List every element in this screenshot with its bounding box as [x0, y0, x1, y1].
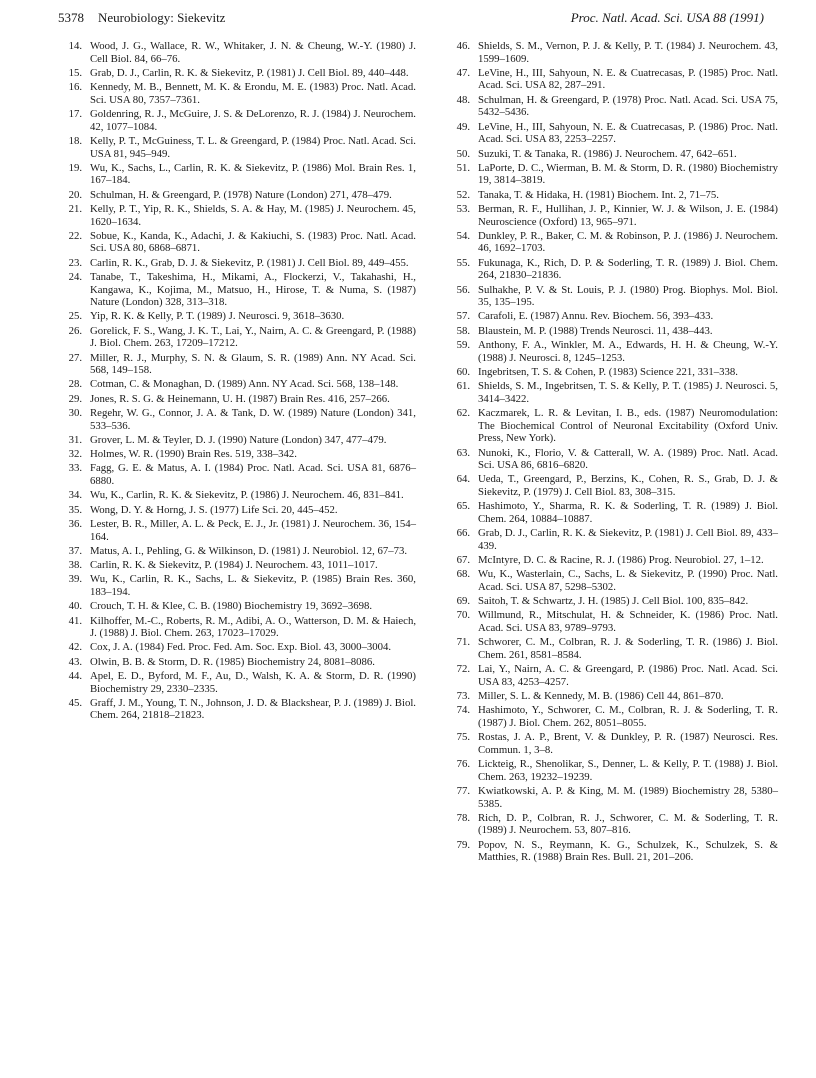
reference-number: 58.: [456, 324, 470, 337]
reference-item: [446, 230, 778, 255]
reference-number: 42.: [68, 641, 82, 654]
reference-number: 68.: [456, 568, 470, 581]
reference-number: 51.: [456, 161, 470, 174]
reference-number: 65.: [456, 500, 470, 513]
reference-item: [446, 121, 778, 146]
reference-item: [446, 527, 778, 552]
reference-text: Hashimoto, Y., Schworer, C. M., Colbran, R. J. & Soderling, T. R. (1987) J. Biol. Chem. 262, 8051–8055.: [478, 704, 778, 729]
reference-item: [58, 230, 416, 255]
reference-item: [446, 339, 778, 364]
reference-item: [446, 447, 778, 472]
reference-number: 32.: [68, 448, 82, 461]
reference-number: 54.: [456, 229, 470, 242]
reference-text: Wu, K., Sachs, L., Carlin, R. K. & Siekevitz, P. (1986) Mol. Brain Res. 1, 167–184.: [90, 161, 416, 187]
reference-number: 72.: [456, 663, 470, 676]
reference-item: [58, 641, 416, 654]
reference-item: [58, 697, 416, 722]
reference-item: [446, 94, 778, 119]
reference-text: Jones, R. S. G. & Heinemann, U. H. (1987) Brain Res. 416, 257–266.: [90, 392, 390, 405]
reference-item: [58, 325, 416, 350]
reference-number: 15.: [68, 66, 82, 79]
reference-number: 22.: [68, 229, 82, 242]
reference-number: 73.: [456, 690, 470, 703]
reference-text: Regehr, W. G., Connor, J. A. & Tank, D. W. (1989) Nature (London) 341, 533–536.: [90, 407, 416, 432]
reference-text: Berman, R. F., Hullihan, J. P., Kinnier, W. J. & Wilson, J. E. (1984) Neuroscience (Oxford) 13, 965–971.: [478, 202, 778, 228]
reference-item: [58, 135, 416, 160]
reference-text: Lickteig, R., Shenolikar, S., Denner, L. & Kelly, P. T. (1988) J. Biol. Chem. 263, 19232–19239.: [478, 758, 778, 783]
page-header: [58, 10, 764, 30]
reference-item: [446, 284, 778, 309]
reference-item: [58, 189, 416, 202]
reference-number: 49.: [456, 120, 470, 133]
reference-item: [446, 257, 778, 282]
reference-text: Suzuki, T. & Tanaka, R. (1986) J. Neurochem. 47, 642–651.: [478, 147, 737, 160]
reference-text: Popov, N. S., Reymann, K. G., Schulzek, K., Schulzek, S. & Matthies, R. (1988) Brain Res. Bull. 21, 201–206.: [478, 838, 778, 864]
reference-number: 31.: [68, 433, 82, 446]
reference-item: [58, 393, 416, 406]
page-number: 5378: [58, 10, 84, 25]
reference-text: LeVine, H., III, Sahyoun, N. E. & Cuatrecasas, P. (1986) Proc. Natl. Acad. Sci. USA 83, 2253–2257.: [478, 120, 778, 146]
reference-text: LaPorte, D. C., Wierman, B. M. & Storm, D. R. (1980) Biochemistry 19, 3814–3819.: [478, 161, 778, 187]
reference-item: [446, 663, 778, 688]
reference-text: Nunoki, K., Florio, V. & Catterall, W. A. (1989) Proc. Natl. Acad. Sci. USA 86, 6816–6820.: [478, 446, 778, 472]
reference-item: [446, 325, 778, 338]
reference-number: 66.: [456, 527, 470, 540]
reference-number: 20.: [68, 188, 82, 201]
reference-number: 41.: [68, 614, 82, 627]
reference-text: Hashimoto, Y., Sharma, R. K. & Soderling, T. R. (1989) J. Biol. Chem. 264, 10884–10887.: [478, 500, 778, 525]
reference-text: Carlin, R. K. & Siekevitz, P. (1984) J. Neurochem. 43, 1011–1017.: [90, 559, 378, 572]
reference-item: [446, 67, 778, 92]
reference-number: 36.: [68, 517, 82, 530]
reference-number: 29.: [68, 392, 82, 405]
reference-text: Olwin, B. B. & Storm, D. R. (1985) Biochemistry 24, 8081–8086.: [90, 655, 375, 668]
reference-item: [446, 568, 778, 593]
reference-item: [58, 108, 416, 133]
reference-text: Matus, A. I., Pehling, G. & Wilkinson, D. (1981) J. Neurobiol. 12, 67–73.: [90, 544, 408, 557]
reference-item: [58, 670, 416, 695]
reference-item: [58, 448, 416, 461]
reference-text: Tanabe, T., Takeshima, H., Mikami, A., Flockerzi, V., Takahashi, H., Kangawa, K., Kojima, M., Matsuo, H., Hirose, T. & Numa, S. (1987) Nature (London) 328, 313–318.: [90, 270, 416, 309]
reference-text: Gorelick, F. S., Wang, J. K. T., Lai, Y., Nairn, A. C. & Greengard, P. (1988) J. Biol. Chem. 263, 17209–17212.: [90, 324, 416, 350]
reference-number: 70.: [456, 609, 470, 622]
reference-number: 24.: [68, 270, 82, 283]
reference-number: 26.: [68, 324, 82, 337]
reference-item: [58, 600, 416, 613]
reference-item: [58, 257, 416, 270]
reference-number: 62.: [456, 407, 470, 420]
reference-number: 76.: [456, 758, 470, 771]
reference-number: 74.: [456, 704, 470, 717]
reference-number: 17.: [68, 108, 82, 121]
references-left-column: [58, 40, 416, 724]
reference-number: 34.: [68, 489, 82, 502]
reference-item: [446, 595, 778, 608]
reference-item: [446, 473, 778, 498]
reference-item: [446, 310, 778, 323]
reference-number: 64.: [456, 473, 470, 486]
reference-item: [58, 615, 416, 640]
reference-number: 48.: [456, 93, 470, 106]
reference-text: Wong, D. Y. & Horng, J. S. (1977) Life Sci. 20, 445–452.: [90, 503, 338, 516]
reference-item: [446, 500, 778, 525]
reference-item: [446, 162, 778, 187]
reference-item: [58, 462, 416, 487]
reference-number: 63.: [456, 446, 470, 459]
reference-text: LeVine, H., III, Sahyoun, N. E. & Cuatrecasas, P. (1985) Proc. Natl. Acad. Sci. USA 82, 287–291.: [478, 66, 778, 92]
reference-item: [446, 148, 778, 161]
reference-item: [446, 366, 778, 379]
reference-text: Schworer, C. M., Colbran, R. J. & Soderling, T. R. (1986) J. Biol. Chem. 261, 8581–8584.: [478, 636, 778, 661]
reference-text: Wu, K., Carlin, R. K., Sachs, L. & Siekevitz, P. (1985) Brain Res. 360, 183–194.: [90, 573, 416, 598]
journal-citation: [571, 10, 764, 26]
reference-item: [446, 704, 778, 729]
reference-text: Cox, J. A. (1984) Fed. Proc. Fed. Am. Soc. Exp. Biol. 43, 3000–3004.: [90, 641, 392, 654]
reference-text: Lai, Y., Nairn, A. C. & Greengard, P. (1986) Proc. Natl. Acad. Sci. USA 83, 4253–4257.: [478, 663, 778, 688]
reference-number: 56.: [456, 283, 470, 296]
reference-text: Fukunaga, K., Rich, D. P. & Soderling, T. R. (1989) J. Biol. Chem. 264, 21830–21836.: [478, 256, 778, 282]
reference-text: Shields, S. M., Ingebritsen, T. S. & Kelly, P. T. (1985) J. Neurosci. 5, 3414–3422.: [478, 380, 778, 405]
reference-item: [446, 758, 778, 783]
reference-text: Kaczmarek, L. R. & Levitan, I. B., eds. (1987) Neuromodulation: The Biochemical Control of Neuronal Excitability (Oxford Univ. Press, New York).: [478, 407, 778, 445]
references-right-column: [446, 40, 778, 866]
reference-text: Grover, L. M. & Teyler, D. J. (1990) Nature (London) 347, 477–479.: [90, 433, 387, 446]
reference-item: [58, 271, 416, 309]
reference-item: [446, 554, 778, 567]
reference-item: [446, 609, 778, 634]
reference-item: [58, 310, 416, 323]
reference-item: [446, 785, 778, 810]
reference-text: Rich, D. P., Colbran, R. J., Schworer, C. M. & Soderling, T. R. (1989) J. Neurochem. 53, 807–816.: [478, 811, 778, 837]
reference-number: 46.: [456, 40, 470, 52]
reference-item: [58, 162, 416, 187]
reference-number: 28.: [68, 378, 82, 391]
reference-text: Yip, R. K. & Kelly, P. T. (1989) J. Neurosci. 9, 3618–3630.: [90, 310, 345, 323]
reference-text: Sulhakhe, P. V. & St. Louis, P. J. (1980) Prog. Biophys. Mol. Biol. 35, 135–195.: [478, 283, 778, 309]
reference-item: [446, 189, 778, 202]
reference-number: 35.: [68, 503, 82, 516]
reference-number: 71.: [456, 636, 470, 649]
reference-number: 43.: [68, 655, 82, 668]
reference-number: 18.: [68, 134, 82, 147]
reference-number: 38.: [68, 559, 82, 572]
reference-number: 37.: [68, 544, 82, 557]
reference-text: Kennedy, M. B., Bennett, M. K. & Erondu, M. E. (1983) Proc. Natl. Acad. Sci. USA 80, 7357–7361.: [90, 81, 416, 106]
reference-item: [446, 203, 778, 228]
reference-text: Kwiatkowski, A. P. & King, M. M. (1989) Biochemistry 28, 5380–5385.: [478, 784, 778, 810]
reference-number: 14.: [68, 40, 82, 52]
reference-number: 44.: [68, 669, 82, 682]
reference-item: [58, 378, 416, 391]
reference-text: Sobue, K., Kanda, K., Adachi, J. & Kakiuchi, S. (1983) Proc. Natl. Acad. Sci. USA 80, 6868–6871.: [90, 229, 416, 255]
reference-item: [58, 203, 416, 228]
reference-text: Kelly, P. T., Yip, R. K., Shields, S. A. & Hay, M. (1985) J. Neurochem. 45, 1620–1634.: [90, 202, 416, 228]
reference-text: Wu, K., Carlin, R. K. & Siekevitz, P. (1986) J. Neurochem. 46, 831–841.: [90, 489, 404, 502]
reference-number: 60.: [456, 365, 470, 378]
reference-text: Schulman, H. & Greengard, P. (1978) Nature (London) 271, 478–479.: [90, 188, 392, 201]
reference-item: [446, 40, 778, 65]
reference-number: 21.: [68, 202, 82, 215]
reference-number: 75.: [456, 731, 470, 744]
section-title: Neurobiology: Siekevitz: [98, 10, 226, 25]
reference-number: 78.: [456, 811, 470, 824]
reference-number: 57.: [456, 310, 470, 323]
reference-text: Wu, K., Wasterlain, C., Sachs, L. & Siekevitz, P. (1990) Proc. Natl. Acad. Sci. USA 87, 5298–5302.: [478, 568, 778, 593]
reference-item: [446, 731, 778, 756]
reference-number: 55.: [456, 256, 470, 269]
reference-text: Dunkley, P. R., Baker, C. M. & Robinson, P. J. (1986) J. Neurochem. 46, 1692–1703.: [478, 229, 778, 255]
reference-number: 77.: [456, 784, 470, 797]
reference-number: 23.: [68, 256, 82, 269]
reference-number: 33.: [68, 462, 82, 475]
reference-item: [58, 518, 416, 543]
reference-number: 19.: [68, 161, 82, 174]
reference-item: [446, 839, 778, 864]
reference-text: Cotman, C. & Monaghan, D. (1989) Ann. NY Acad. Sci. 568, 138–148.: [90, 378, 399, 391]
reference-item: [58, 407, 416, 432]
reference-text: McIntyre, D. C. & Racine, R. J. (1986) Prog. Neurobiol. 27, 1–12.: [478, 554, 764, 566]
reference-number: 16.: [68, 81, 82, 94]
reference-item: [58, 67, 416, 80]
reference-text: Grab, D. J., Carlin, R. K. & Siekevitz, P. (1981) J. Cell Biol. 89, 433–439.: [478, 527, 778, 552]
reference-item: [446, 812, 778, 837]
reference-item: [58, 40, 416, 65]
journal-citation-text: Proc. Natl. Acad. Sci. USA 88 (1991): [570, 10, 764, 25]
reference-text: Anthony, F. A., Winkler, M. A., Edwards, H. H. & Cheung, W.-Y. (1988) J. Neurosci. 8, 1245–1253.: [478, 339, 778, 364]
reference-text: Ingebritsen, T. S. & Cohen, P. (1983) Science 221, 331–338.: [478, 365, 738, 378]
reference-text: Carlin, R. K., Grab, D. J. & Siekevitz, P. (1981) J. Cell Biol. 89, 449–455.: [90, 256, 409, 269]
reference-text: Kelly, P. T., McGuiness, T. L. & Greengard, P. (1984) Proc. Natl. Acad. Sci. USA 81, 945–949.: [90, 134, 416, 160]
reference-number: 67.: [456, 554, 470, 566]
reference-text: Blaustein, M. P. (1988) Trends Neurosci. 11, 438–443.: [478, 324, 713, 337]
reference-text: Grab, D. J., Carlin, R. K. & Siekevitz, P. (1981) J. Cell Biol. 89, 440–448.: [90, 66, 409, 79]
reference-text: Crouch, T. H. & Klee, C. B. (1980) Biochemistry 19, 3692–3698.: [90, 600, 373, 613]
reference-number: 52.: [456, 188, 470, 201]
reference-text: Holmes, W. R. (1990) Brain Res. 519, 338–342.: [90, 448, 297, 461]
reference-item: [446, 407, 778, 445]
reference-item: [58, 656, 416, 669]
reference-item: [446, 380, 778, 405]
reference-number: 61.: [456, 380, 470, 393]
reference-text: Apel, E. D., Byford, M. F., Au, D., Walsh, K. A. & Storm, D. R. (1990) Biochemistry 29, 2330–2335.: [90, 669, 416, 695]
reference-text: Goldenring, R. J., McGuire, J. S. & DeLorenzo, R. J. (1984) J. Neurochem. 42, 1077–1084.: [90, 108, 416, 133]
reference-number: 30.: [68, 407, 82, 420]
reference-text: Shields, S. M., Vernon, P. J. & Kelly, P. T. (1984) J. Neurochem. 43, 1599–1609.: [478, 40, 778, 65]
reference-text: Ueda, T., Greengard, P., Berzins, K., Cohen, R. S., Grab, D. J. & Siekevitz, P. (1979) J. Cell Biol. 83, 308–315.: [478, 473, 778, 498]
reference-text: Kilhoffer, M.-C., Roberts, R. M., Adibi, A. O., Watterson, D. M. & Haiech, J. (1988) J. Biol. Chem. 263, 17023–17029.: [90, 614, 416, 640]
reference-text: Wood, J. G., Wallace, R. W., Whitaker, J. N. & Cheung, W.-Y. (1980) J. Cell Biol. 84, 66–76.: [90, 40, 416, 65]
reference-text: Miller, S. L. & Kennedy, M. B. (1986) Cell 44, 861–870.: [478, 690, 724, 703]
reference-text: Carafoli, E. (1987) Annu. Rev. Biochem. 56, 393–433.: [478, 310, 714, 323]
reference-item: [58, 545, 416, 558]
reference-number: 45.: [68, 696, 82, 709]
reference-item: [446, 636, 778, 661]
reference-number: 27.: [68, 351, 82, 364]
reference-text: Fagg, G. E. & Matus, A. I. (1984) Proc. Natl. Acad. Sci. USA 81, 6876–6880.: [90, 462, 416, 488]
reference-text: Saitoh, T. & Schwartz, J. H. (1985) J. Cell Biol. 100, 835–842.: [478, 595, 749, 608]
reference-item: [58, 81, 416, 106]
reference-text: Graff, J. M., Young, T. N., Johnson, J. D. & Blackshear, P. J. (1989) J. Biol. Chem. 264, 21818–21823.: [90, 696, 416, 722]
reference-text: Lester, B. R., Miller, A. L. & Peck, E. J., Jr. (1981) J. Neurochem. 36, 154–164.: [90, 517, 416, 543]
reference-number: 47.: [456, 66, 470, 79]
reference-number: 79.: [456, 838, 470, 851]
reference-text: Tanaka, T. & Hidaka, H. (1981) Biochem. Int. 2, 71–75.: [478, 188, 719, 201]
reference-item: [58, 573, 416, 598]
reference-item: [58, 434, 416, 447]
reference-number: 25.: [68, 310, 82, 323]
reference-text: Rostas, J. A. P., Brent, V. & Dunkley, P. R. (1987) Neurosci. Res. Commun. 1, 3–8.: [478, 731, 778, 756]
reference-text: Miller, R. J., Murphy, S. N. & Glaum, S. R. (1989) Ann. NY Acad. Sci. 568, 149–158.: [90, 351, 416, 377]
reference-number: 50.: [456, 147, 470, 160]
reference-number: 59.: [456, 339, 470, 351]
reference-text: Willmund, R., Mitschulat, H. & Schneider, K. (1986) Proc. Natl. Acad. Sci. USA 83, 9789–9793.: [478, 609, 778, 635]
reference-item: [58, 559, 416, 572]
reference-item: [58, 352, 416, 377]
reference-number: 40.: [68, 600, 82, 613]
reference-number: 53.: [456, 202, 470, 215]
reference-item: [58, 489, 416, 502]
reference-number: 39.: [68, 573, 82, 586]
reference-text: Schulman, H. & Greengard, P. (1978) Proc. Natl. Acad. Sci. USA 75, 5432–5436.: [478, 93, 778, 119]
reference-number: 69.: [456, 595, 470, 608]
reference-item: [58, 504, 416, 517]
reference-item: [446, 690, 778, 703]
